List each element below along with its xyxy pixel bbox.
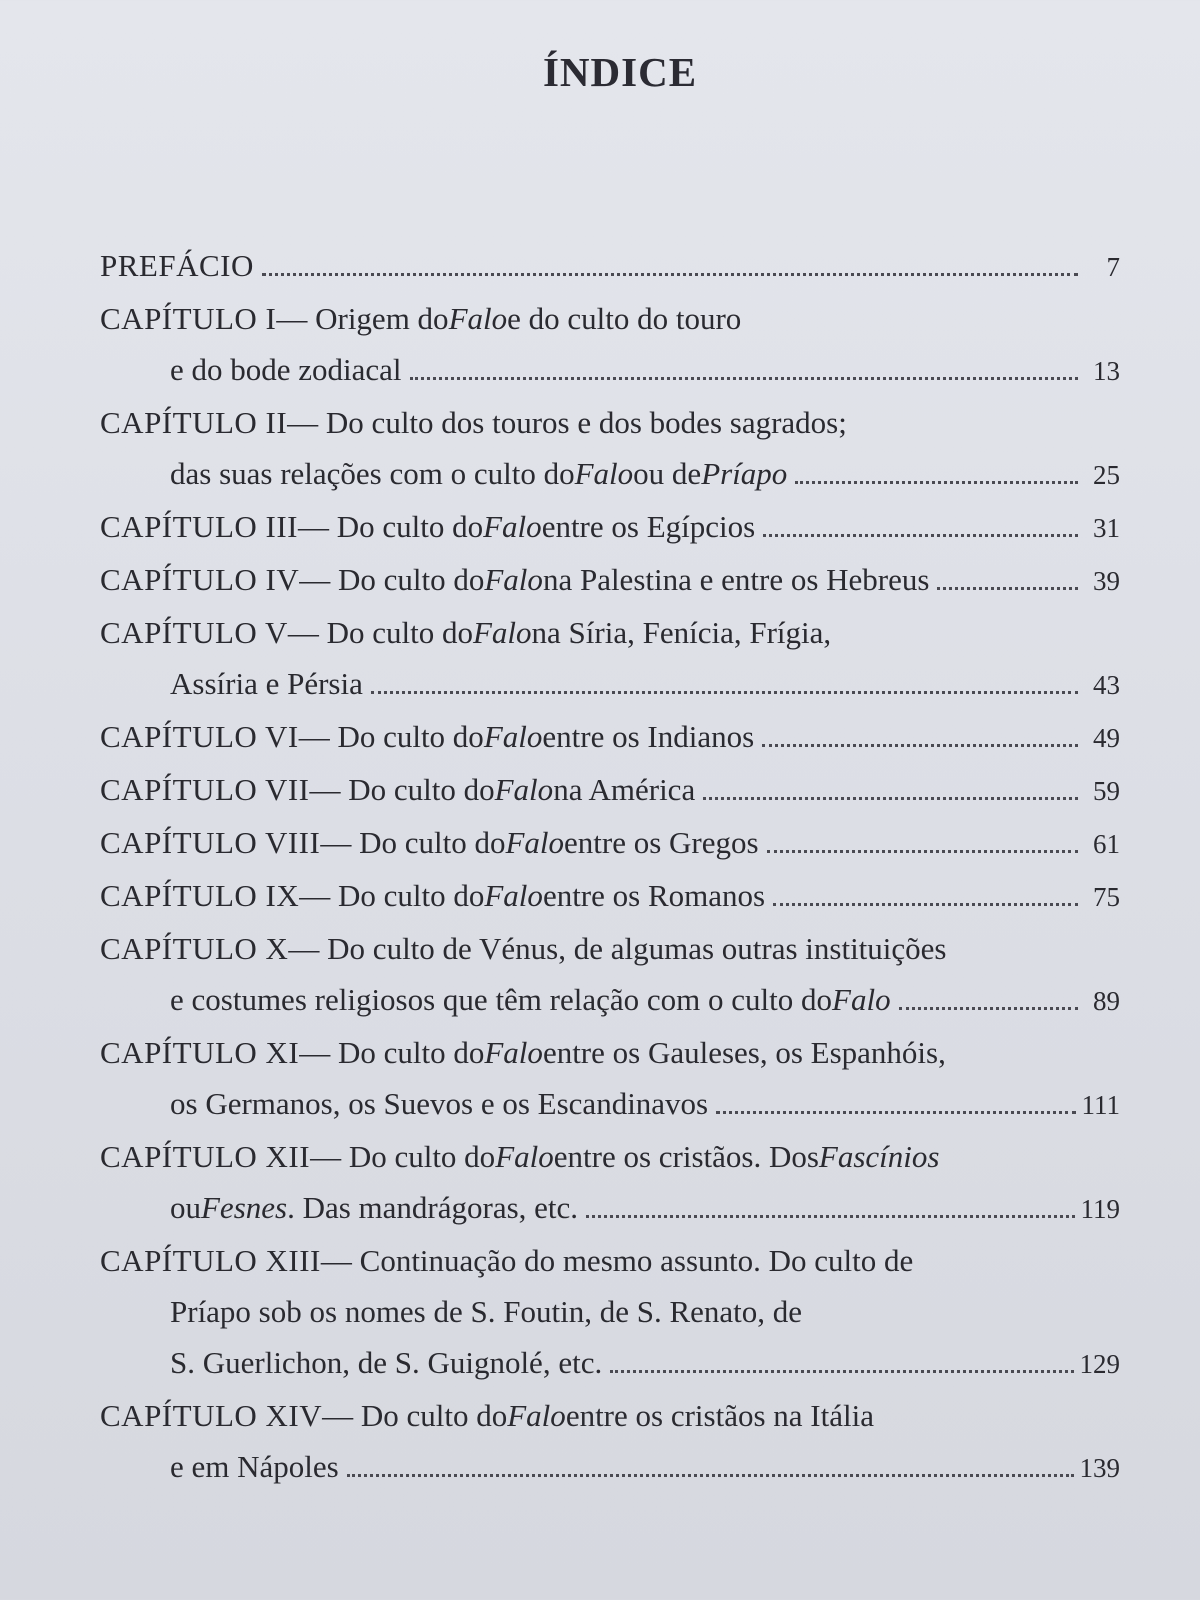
dot-leader bbox=[586, 1215, 1074, 1218]
toc-entry-continuation bbox=[100, 1182, 1120, 1235]
chapter-title-text: entre os Gregos bbox=[564, 825, 759, 860]
chapter-heading: CAPÍTULO XIII bbox=[100, 1243, 321, 1278]
chapter-title-text: na Síria, Fenícia, Frígia, bbox=[531, 615, 832, 650]
chapter-title-text: Fesnes bbox=[201, 1190, 288, 1225]
toc-entry-continuation bbox=[100, 1441, 1120, 1494]
chapter-title-text: Falo bbox=[484, 878, 543, 913]
chapter-title-text: Falo bbox=[448, 301, 508, 336]
chapter-title-text: — Do culto do bbox=[299, 562, 485, 597]
page-number: 139 bbox=[1079, 1453, 1120, 1483]
chapter-title-text: Assíria e Pérsia bbox=[170, 666, 363, 701]
toc-entry-line bbox=[100, 817, 1120, 870]
toc-entry[interactable] bbox=[100, 607, 1120, 711]
toc-entry-line bbox=[100, 293, 1120, 344]
page-title: ÍNDICE bbox=[542, 49, 698, 95]
chapter-title-text: — Do culto do bbox=[299, 878, 485, 913]
toc-entry[interactable] bbox=[100, 764, 1120, 817]
chapter-title-text: entre os cristãos na Itália bbox=[565, 1398, 874, 1433]
chapter-heading: CAPÍTULO IX bbox=[100, 878, 300, 913]
chapter-title-text: — Do culto dos touros e dos bodes sagrados; bbox=[287, 405, 847, 440]
chapter-title-text: . Das mandrágoras, etc. bbox=[287, 1190, 579, 1225]
toc-entry[interactable] bbox=[100, 397, 1120, 501]
toc-entry-continuation bbox=[100, 448, 1120, 501]
chapter-title-text: e do bode zodiacal bbox=[170, 352, 402, 387]
chapter-title-text: e do culto do touro bbox=[507, 301, 742, 336]
chapter-title-text: os Germanos, os Suevos e os Escandinavos bbox=[170, 1086, 709, 1121]
toc-entry-line bbox=[100, 1131, 1120, 1182]
chapter-heading: CAPÍTULO VIII bbox=[100, 825, 321, 860]
chapter-title-text: — Origem do bbox=[276, 301, 449, 336]
chapter-heading: CAPÍTULO I bbox=[100, 301, 277, 336]
dot-leader bbox=[773, 903, 1078, 906]
chapter-title-text: Príapo sob os nomes de S. Foutin, de S. Renato, de bbox=[170, 1294, 803, 1329]
dot-leader bbox=[347, 1474, 1074, 1477]
chapter-title-text: na Palestina e entre os Hebreus bbox=[542, 562, 930, 597]
chapter-title-text: — Do culto do bbox=[322, 1398, 508, 1433]
chapter-title-text: S. Guerlichon, de S. Guignolé, etc. bbox=[170, 1345, 603, 1380]
page-number: 7 bbox=[1106, 252, 1120, 282]
toc-entry-continuation bbox=[100, 344, 1120, 397]
chapter-title-text: das suas relações com o culto do bbox=[170, 456, 575, 491]
chapter-title-text: entre os cristãos. Dos bbox=[553, 1139, 819, 1174]
chapter-title-text: ou bbox=[170, 1190, 201, 1225]
chapter-heading: CAPÍTULO X bbox=[100, 931, 289, 966]
toc-entry[interactable] bbox=[100, 817, 1120, 870]
chapter-heading: CAPÍTULO VII bbox=[100, 772, 310, 807]
chapter-title-text: entre os Indianos bbox=[542, 719, 755, 754]
chapter-title-text: — Do culto de Vénus, de algumas outras instituições bbox=[288, 931, 947, 966]
toc-entry[interactable] bbox=[100, 923, 1120, 1027]
chapter-heading: CAPÍTULO VI bbox=[100, 719, 299, 754]
chapter-title-text: Falo bbox=[472, 615, 532, 650]
dot-leader bbox=[937, 587, 1078, 590]
toc-entry-line bbox=[100, 1390, 1120, 1441]
toc-entry[interactable] bbox=[100, 1131, 1120, 1235]
chapter-heading: CAPÍTULO III bbox=[100, 509, 298, 544]
chapter-title-text: Falo bbox=[505, 825, 565, 860]
chapter-title-text: Falo bbox=[494, 772, 554, 807]
toc-entry-line bbox=[100, 501, 1120, 554]
chapter-title-text: Falo bbox=[483, 509, 542, 544]
page-number: 89 bbox=[1093, 986, 1120, 1016]
toc-entry-line bbox=[100, 397, 1120, 448]
dot-leader bbox=[716, 1111, 1075, 1114]
toc-entry[interactable] bbox=[100, 1390, 1120, 1494]
toc-entry-line bbox=[100, 870, 1120, 923]
chapter-title-text: — Do culto do bbox=[287, 615, 473, 650]
toc-entry-line bbox=[100, 240, 1120, 293]
chapter-title-text: — Do culto do bbox=[320, 825, 506, 860]
toc-entry[interactable] bbox=[100, 501, 1120, 554]
page-number: 25 bbox=[1093, 460, 1120, 490]
dot-leader bbox=[762, 744, 1078, 747]
toc-entry[interactable] bbox=[100, 1027, 1120, 1131]
chapter-heading: PREFÁCIO bbox=[100, 248, 254, 283]
page-number: 39 bbox=[1093, 566, 1120, 596]
chapter-heading: CAPÍTULO XIV bbox=[100, 1398, 323, 1433]
toc-entry-continuation bbox=[100, 1078, 1120, 1131]
toc-entry-continuation bbox=[100, 974, 1120, 1027]
chapter-heading: CAPÍTULO XI bbox=[100, 1035, 300, 1070]
chapter-title-text: Fascínios bbox=[818, 1139, 940, 1174]
chapter-title-text: e costumes religiosos que têm relação com o culto do bbox=[170, 982, 833, 1017]
dot-leader bbox=[371, 691, 1078, 694]
chapter-heading: CAPÍTULO II bbox=[100, 405, 288, 440]
chapter-title-text: — Continuação do mesmo assunto. Do culto de bbox=[320, 1243, 914, 1278]
dot-leader bbox=[763, 534, 1078, 537]
page-number: 49 bbox=[1093, 723, 1120, 753]
page-number: 13 bbox=[1093, 356, 1120, 386]
toc-entry[interactable] bbox=[100, 293, 1120, 397]
toc-entry[interactable] bbox=[100, 711, 1120, 764]
chapter-title-text: — Do culto do bbox=[299, 1035, 485, 1070]
chapter-title-text: Falo bbox=[574, 456, 634, 491]
page-number: 119 bbox=[1080, 1194, 1120, 1224]
toc-entry-line bbox=[100, 1235, 1120, 1286]
dot-leader bbox=[262, 273, 1078, 276]
toc-entry-line bbox=[100, 607, 1120, 658]
dot-leader bbox=[410, 377, 1078, 380]
chapter-title-text: entre os Romanos bbox=[542, 878, 766, 913]
page-number: 75 bbox=[1093, 882, 1120, 912]
page-number: 111 bbox=[1081, 1090, 1120, 1120]
chapter-title-text: Falo bbox=[484, 1035, 543, 1070]
toc-entry-line bbox=[100, 1027, 1120, 1078]
chapter-title-text: entre os Gauleses, os Espanhóis, bbox=[542, 1035, 946, 1070]
dot-leader bbox=[795, 481, 1078, 484]
toc-entry-line bbox=[100, 923, 1120, 974]
toc-entry[interactable] bbox=[100, 554, 1120, 607]
toc-entry[interactable] bbox=[100, 870, 1120, 923]
chapter-title-text: — Do culto do bbox=[298, 509, 484, 544]
chapter-title-text: Falo bbox=[483, 719, 543, 754]
chapter-title-text: Falo bbox=[495, 1139, 554, 1174]
chapter-title-text: Falo bbox=[832, 982, 891, 1017]
chapter-heading: CAPÍTULO V bbox=[100, 615, 288, 650]
page-number: 59 bbox=[1093, 776, 1120, 806]
chapter-title-text: — Do culto do bbox=[309, 772, 495, 807]
dot-leader bbox=[703, 797, 1078, 800]
toc-entry-line bbox=[100, 764, 1120, 817]
chapter-title-text: na América bbox=[553, 772, 696, 807]
chapter-title-text: — Do culto do bbox=[310, 1139, 496, 1174]
page-number: 43 bbox=[1093, 670, 1120, 700]
dot-leader bbox=[610, 1370, 1073, 1373]
toc-entry-line bbox=[100, 711, 1120, 764]
chapter-heading: CAPÍTULO XII bbox=[100, 1139, 311, 1174]
toc-entry[interactable] bbox=[100, 1235, 1120, 1390]
chapter-heading: CAPÍTULO IV bbox=[100, 562, 300, 597]
chapter-title-text: Falo bbox=[484, 562, 543, 597]
page-number: 61 bbox=[1093, 829, 1120, 859]
dot-leader bbox=[899, 1007, 1078, 1010]
toc-entry[interactable] bbox=[100, 240, 1120, 293]
toc-entry-continuation bbox=[100, 1286, 1120, 1337]
page-number: 31 bbox=[1093, 513, 1120, 543]
table-of-contents bbox=[100, 240, 1120, 1494]
chapter-title-text: Falo bbox=[507, 1398, 566, 1433]
toc-entry-line bbox=[100, 554, 1120, 607]
dot-leader bbox=[767, 850, 1078, 853]
chapter-title-text: entre os Egípcios bbox=[541, 509, 756, 544]
page-number: 129 bbox=[1079, 1349, 1120, 1379]
chapter-title-text: e em Nápoles bbox=[170, 1449, 339, 1484]
toc-entry-continuation bbox=[100, 658, 1120, 711]
chapter-title-text: ou de bbox=[633, 456, 702, 491]
toc-entry-continuation bbox=[100, 1337, 1120, 1390]
chapter-title-text: — Do culto do bbox=[298, 719, 484, 754]
chapter-title-text: Príapo bbox=[701, 456, 788, 491]
